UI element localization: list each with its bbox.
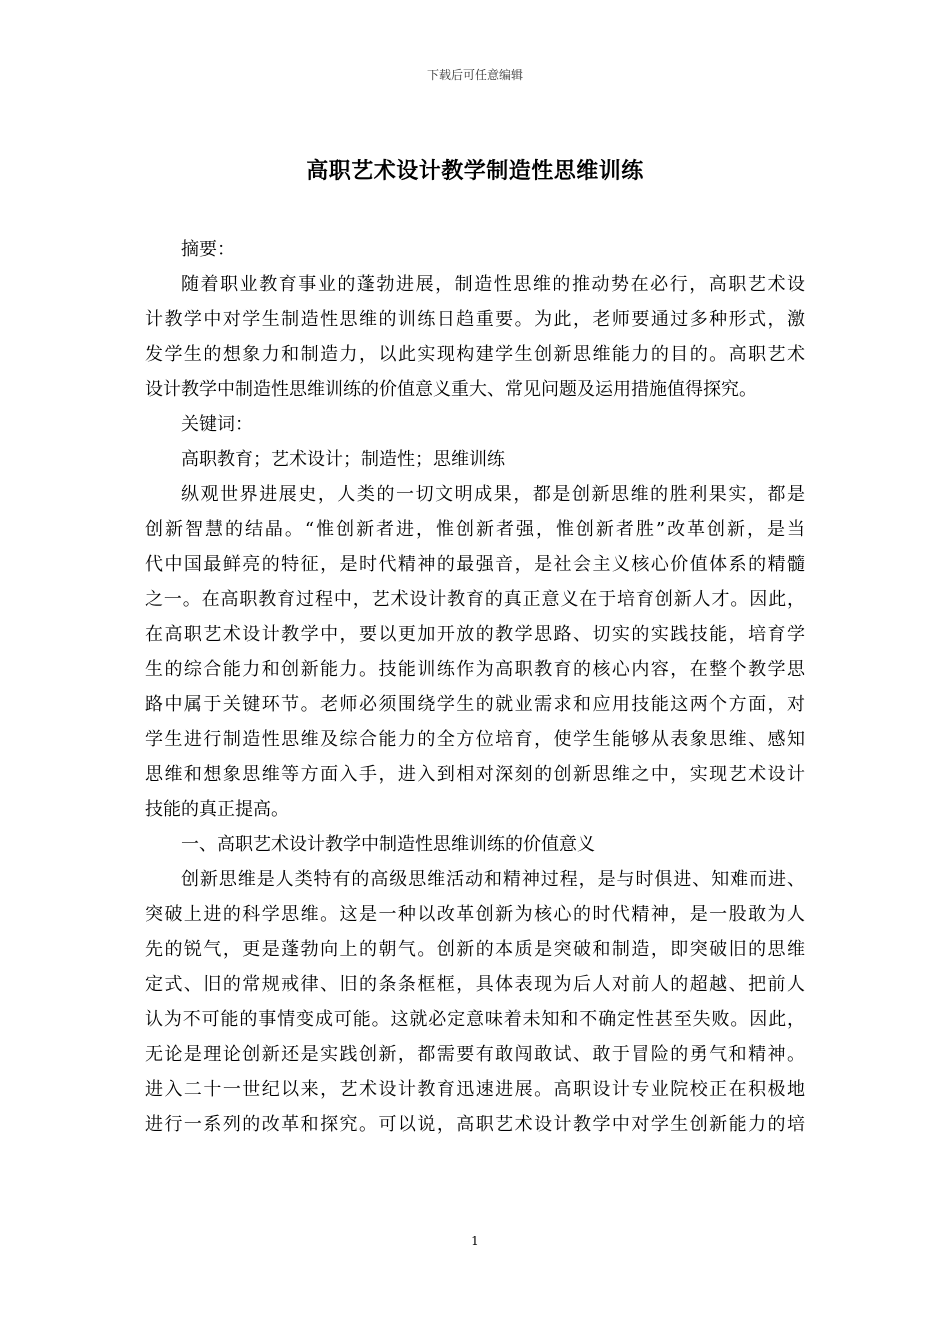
text-line: 纵观世界进展史，人类的一切文明成果，都是创新思维的胜利果实，都是 xyxy=(181,484,805,505)
text-line: 认为不可能的事情变成可能。这就必定意味着未知和不确定性甚至失败。因此， xyxy=(145,1009,805,1030)
text-line: 生的综合能力和创新能力。技能训练作为高职教育的核心内容，在整个教学思 xyxy=(145,659,805,680)
document-body xyxy=(145,232,805,1142)
page-header: 下载后可任意编辑 xyxy=(426,68,523,82)
text-line: 技能的真正提高。 xyxy=(145,799,289,820)
text-line: 路中属于关键环节。老师必须围绕学生的就业需求和应用技能这两个方面，对 xyxy=(145,694,805,715)
text-line: 创新智慧的结晶。“惟创新者进，惟创新者强，惟创新者胜”改革创新，是当 xyxy=(145,519,805,540)
text-line: 之一。在高职教育过程中，艺术设计教育的真正意义在于培育创新人才。因此， xyxy=(145,589,805,610)
text-line: 定式、旧的常规戒律、旧的条条框框，具体表现为后人对前人的超越、把前人 xyxy=(145,974,805,995)
text-line: 先的锐气，更是蓬勃向上的朝气。创新的本质是突破和制造，即突破旧的思维 xyxy=(145,939,805,960)
text-line: 在高职艺术设计教学中，要以更加开放的教学思路、切实的实践技能，培育学 xyxy=(145,624,805,645)
text-line: 一、高职艺术设计教学中制造性思维训练的价值意义 xyxy=(181,834,595,855)
text-line: 高职教育；艺术设计；制造性；思维训练 xyxy=(181,449,505,470)
text-line: 代中国最鲜亮的特征，是时代精神的最强音，是社会主义核心价值体系的精髓 xyxy=(145,554,805,575)
text-line: 设计教学中制造性思维训练的价值意义重大、常见问题及运用措施值得探究。 xyxy=(145,379,757,400)
text-line: 学生进行制造性思维及综合能力的全方位培育，使学生能够从表象思维、感知 xyxy=(145,729,805,750)
text-line: 进行一系列的改革和探究。可以说，高职艺术设计教学中对学生创新能力的培 xyxy=(145,1114,805,1135)
text-line: 计教学中对学生制造性思维的训练日趋重要。为此，老师要通过多种形式，激 xyxy=(145,309,805,330)
page-number: 1 xyxy=(471,1234,479,1248)
text-line: 进入二十一世纪以来，艺术设计教育迅速进展。高职设计专业院校正在积极地 xyxy=(145,1079,805,1100)
text-line: 摘要： xyxy=(181,239,235,260)
text-line: 无论是理论创新还是实践创新，都需要有敢闯敢试、敢于冒险的勇气和精神。 xyxy=(145,1044,805,1065)
text-line: 发学生的想象力和制造力，以此实现构建学生创新思维能力的目的。高职艺术 xyxy=(145,344,805,365)
text-line: 创新思维是人类特有的高级思维活动和精神过程，是与时俱进、知难而进、 xyxy=(181,869,805,890)
document-title: 高职艺术设计教学制造性思维训练 xyxy=(306,158,644,184)
text-line: 关键词： xyxy=(181,414,253,435)
text-line: 突破上进的科学思维。这是一种以改革创新为核心的时代精神，是一股敢为人 xyxy=(145,904,805,925)
text-line: 随着职业教育事业的蓬勃进展，制造性思维的推动势在必行，高职艺术设 xyxy=(181,274,805,295)
text-line: 思维和想象思维等方面入手，进入到相对深刻的创新思维之中，实现艺术设计 xyxy=(145,764,805,785)
